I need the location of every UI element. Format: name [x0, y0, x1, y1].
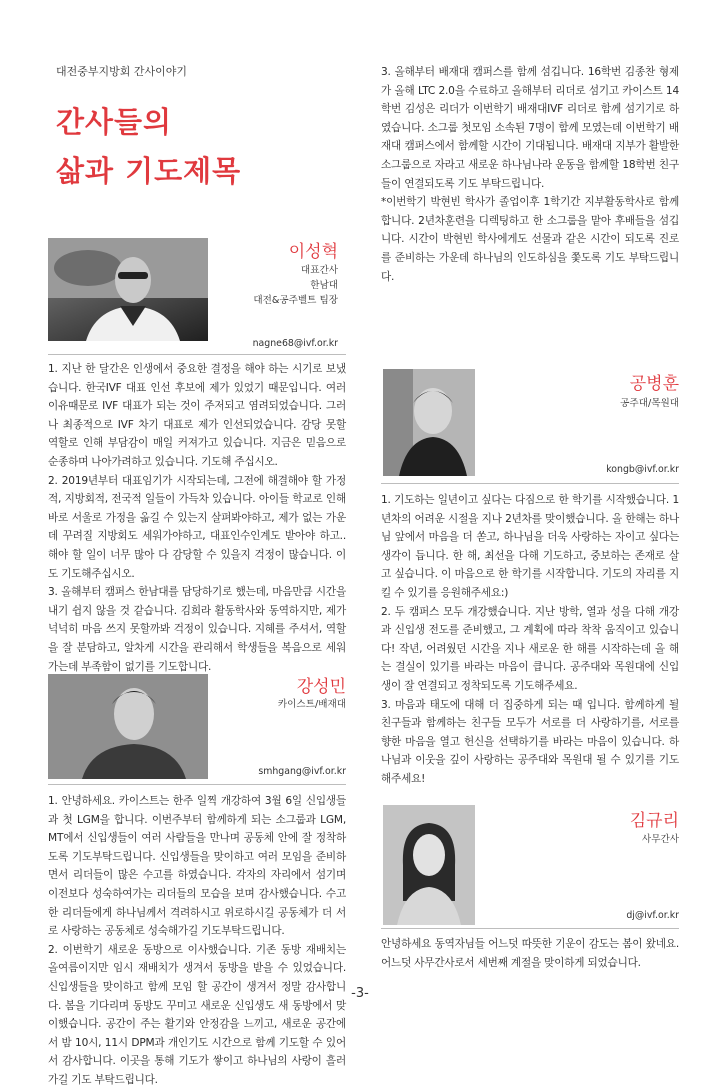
divider — [381, 928, 679, 929]
person-photo-icon — [383, 369, 475, 476]
person-photo-icon — [383, 805, 475, 925]
profile-body — [381, 935, 679, 972]
role-line: 대전&공주벨트 팀장 — [253, 295, 338, 306]
profile-roles — [220, 697, 346, 712]
page-number: -3- — [351, 986, 369, 1001]
profile-name: 공병훈 — [629, 374, 679, 394]
prayer-paragraph: 2. 이번학기 새로운 동방으로 이사했습니다. 기존 동방 재배치는 올여름이지만 임시 재배치가 생겨서 동방을 받을 수 있었습니다. 신입생들을 맞이하고 함께 모임 할 공간이 생겨서 정말 감사합니다. 봄을 기다리며 동방도 꾸미고 새로운 신입생도 새 동방에서 맞이했습니다. 공간이 주는 활기와 안정감을 느끼고, 새로운 공간에서 밤 10시, 11시 DPM과 개인기도 시간으로 함께 기도할 수 있어서 감사합니다. 이곳을 통해 기도가 쌓이고 하나님의 사랑이 흘러가길 기도 부탁드립니다. — [48, 943, 346, 1086]
profile-name: 김규리 — [629, 811, 679, 831]
profile-email: dj@ivf.or.kr — [626, 910, 679, 921]
prayer-paragraph: 1. 기도하는 일년이고 싶다는 다짐으로 한 학기를 시작했습니다. 1년차의 어려운 시절을 지나 2년차를 맞이했습니다. 올 한해는 하나님 앞에서 마음을 더 쏟고, 하나님을 더욱 사랑하는 자이고 싶다는 생각이 듭니다. 한 해, 최선을 다해 기도하고, 중보하는 존재로 살고 싶습니다. 이 마음으로 한 학기를 시작합니다. 기도의 자리를 지킬 수 있기를 응원해주세요:) — [381, 494, 679, 599]
profile-photo-lee — [48, 238, 208, 341]
role-line: 대표간사 — [300, 265, 338, 276]
prayer-paragraph: 안녕하세요 동역자님들 어느덧 따뜻한 기운이 감도는 봄이 왔네요. 어느덧 사무간사로서 세번째 계절을 맞이하게 되었습니다. — [381, 938, 679, 969]
profile-body — [48, 360, 346, 676]
profile-roles — [560, 396, 679, 411]
divider — [48, 354, 346, 355]
prayer-paragraph: 3. 마음과 태도에 대해 더 집중하게 되는 때 입니다. 함께하게 될 친구들과 함께하는 친구들 모두가 서로를 더 사랑하기를, 서로를 향한 마음을 열고 헌신을 선택하기를 바라는 마음이 있습니다. 하나님과 이웃을 깊이 사랑하는 공주대와 목원대 될 수 있기를 기도해주세요! — [381, 698, 679, 785]
profile-body — [381, 491, 679, 789]
divider — [48, 784, 346, 785]
prayer-paragraph: 3. 올해부터 배재대 캠퍼스를 함께 섬깁니다. 16학번 김종찬 형제가 올해 LTC 2.0을 수료하고 올해부터 리더로 섬기고 카이스트 14학번 김성은 리더가 이번학기 배재대IVF 리더로 함께 섬기기로 하였습니다. 소그룹 첫모임 소속된 7명이 함께 모였는데 이번학기 배재대 캠퍼스에서 함께할 시간이 기대됩니다. 배재대 지부가 활발한 소그룹으로 자라고 새로운 하나님나라 운동을 함께할 18학번 친구들이 연결되도록 기도 부탁드립니다. — [381, 66, 679, 190]
person-photo-icon — [48, 238, 208, 341]
profile-photo-kang — [48, 674, 208, 779]
prayer-paragraph: 1. 안녕하세요. 카이스트는 한주 일찍 개강하여 3월 6일 신입생들과 첫 LGM을 합니다. 이번주부터 함께하게 되는 소그룹과 LGM, MT에서 신입생들이 여러 사람들을 만나며 공동체 안에 잘 정착하도록 기도부탁드립니다. 신입생들을 맞이하고 여러 모임을 준비하면서 리더들이 많은 수고를 하였습니다. 각자의 자리에서 섬기며 이전보다 성숙하여가는 리더들의 모습을 보며 감사했습니다. 수고한 리더들에게 하나님께서 격려하시고 위로하시길 공동체가 더 서로 사랑하는 공동체로 성숙해가길 기도부탁드립니다. — [48, 795, 346, 938]
prayer-paragraph: 3. 올해부터 캠퍼스 한남대를 담당하기로 했는데, 마음만큼 시간을 내기 쉽지 않을 것 같습니다. 김희라 활동학사와 동역하지만, 제가 넉넉히 마음 쓰지 못할까봐 걱정이 있습니다. 지혜를 주셔서, 역할을 잘 분담하고, 알차게 시간을 관리해서 학생들을 복음으로 세워 가는데 부족함이 없기를 기도합니다. — [48, 586, 346, 673]
profile-name: 이성혁 — [288, 242, 338, 262]
profile-email: nagne68@ivf.or.kr — [252, 338, 338, 349]
divider — [381, 483, 679, 484]
prayer-paragraph: 2. 두 캠퍼스 모두 개강했습니다. 지난 방학, 열과 성을 다해 개강과 신입생 전도를 준비했고, 그 계획에 따라 착착 움직이고 있습니다! 작년, 어려웠던 시간을 지나 새로운 한 해를 시작하는데 올 해는 결실이 있기를 바라는 마음이 큽니다. 공주대와 목원대에 신입생이 잘 연결되고 정착되도록 기도해주세요. — [381, 605, 679, 692]
profile-photo-kim — [383, 805, 475, 925]
profile-body-continued — [381, 63, 679, 286]
role-line: 공주대/목원대 — [620, 398, 679, 409]
page-title-line2: 삶과 기도제목 — [56, 154, 242, 188]
role-line: 사무간사 — [641, 834, 679, 845]
role-line: 카이스트/배재대 — [277, 699, 346, 710]
prayer-paragraph: *이번학기 박현빈 학사가 졸업이후 1학기간 지부활동학사로 함께 합니다. 2년차훈련을 디렉팅하고 한 소그룹을 맡아 후배들을 섬깁니다. 시간이 박현빈 학사에게도 선물과 같은 시간이 되도록 진로를 준비하는 가운데 하나님의 인도하심을 쫓도록 기도 부탁드립니다. — [381, 196, 679, 283]
profile-body — [48, 792, 346, 1090]
role-line: 한남대 — [310, 280, 338, 291]
person-photo-icon — [48, 674, 208, 779]
profile-email: smhgang@ivf.or.kr — [258, 766, 346, 777]
profile-roles — [560, 832, 679, 847]
profile-name: 강성민 — [296, 677, 346, 697]
profile-roles — [220, 263, 338, 308]
page-title-line1: 간사들의 — [56, 105, 173, 139]
prayer-paragraph: 2. 2019년부터 대표임기가 시작되는데, 그전에 해결해야 할 가정적, 지방회적, 전국적 일들이 가득차 있습니다. 아이들 학교로 인해 바로 서울로 가정을 옮길 수 있는지 살펴봐야하고, 제가 없는 가운데 꾸려질 지방회도 세워가야하고, 대표인수인계도 받아야 하고.. 해야 할 일이 너무 많아 다 감당할 수 있을지 걱정이 많습니다. 이도 기도해주십시오. — [48, 474, 346, 580]
profile-email: kongb@ivf.or.kr — [606, 464, 679, 475]
prayer-paragraph: 1. 지난 한 달간은 인생에서 중요한 결정을 해야 하는 시기로 보냈습니다. 한국IVF 대표 인선 후보에 제가 있었기 때문입니다. 여러 이유때문로 IVF 대표가 되는 것이 주저되고 염려되었습니다. 그러나 최종적으로 IVF 차기 대표로 제가 인선되었습니다. 감당 못할 역할로 인해 부담감이 매일 커져가고 있습니다. 지금은 믿음으로 순종하며 나아가려하고 있습니다. 기도해 주십시오. — [48, 363, 346, 468]
profile-photo-kong — [383, 369, 475, 476]
section-tag: 대전중부지방회 간사이야기 — [56, 65, 188, 78]
